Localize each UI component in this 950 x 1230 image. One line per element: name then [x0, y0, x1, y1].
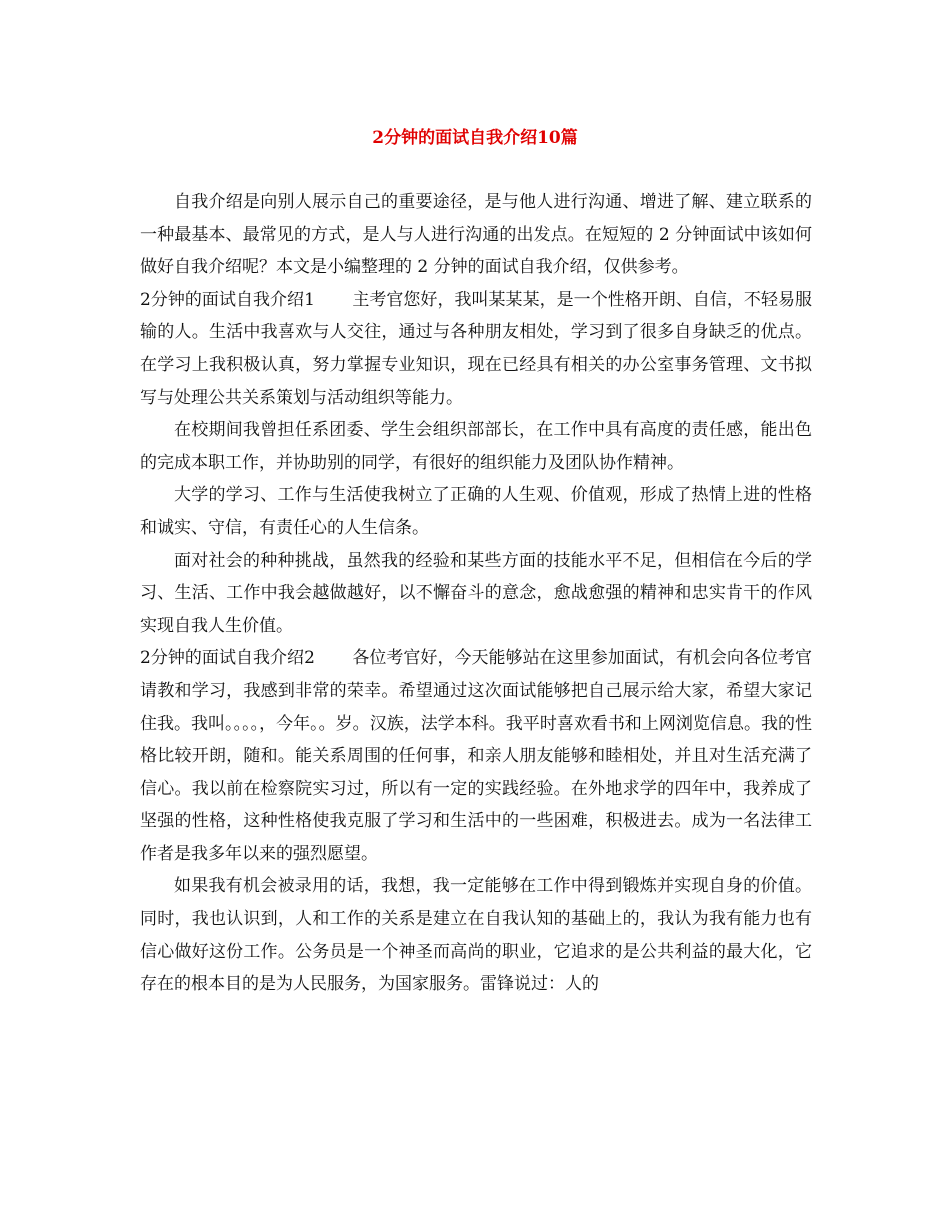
section-1-first-paragraph	[140, 284, 812, 414]
section-1-paragraph: 面对社会的种种挑战，虽然我的经验和某些方面的技能水平不足，但相信在今后的学习、生活、工作中我会越做越好，以不懈奋斗的意念，愈战愈强的精神和忠实肯干的作风实现自我人生价值。	[140, 550, 812, 636]
intro-paragraph: 自我介绍是向别人展示自己的重要途径，是与他人进行沟通、增进了解、建立联系的一种最基本、最常见的方式，是人与人进行沟通的出发点。在短短的 2 分钟面试中该如何做好自我介绍呢？本文是小编整理的 2 分钟的面试自我介绍，仅供参考。	[140, 192, 812, 278]
document-body	[140, 186, 812, 1001]
section-1-paragraph: 在校期间我曾担任系团委、学生会组织部部长，在工作中具有高度的责任感，能出色的完成本职工作，并协助别的同学，有很好的组织能力及团队协作精神。	[140, 420, 812, 473]
section-2-first-paragraph	[140, 642, 812, 870]
section-1-first-text: 主考官您好，我叫某某某，是一个性格开朗、自信，不轻易服输的人。生活中我喜欢与人交往，通过与各种朋友相处，学习到了很多自身缺乏的优点。在学习上我积极认真，努力掌握专业知识，现在已经具有相关的办公室事务管理、文书拟写与处理公共关系策划与活动组织等能力。	[140, 289, 813, 408]
section-1-paragraph: 大学的学习、工作与生活使我树立了正确的人生观、价值观，形成了热情上进的性格和诚实、守信，有责任心的人生信条。	[140, 485, 812, 538]
section-2-first-text: 各位考官好，今天能够站在这里参加面试，有机会向各位考官请教和学习，我感到非常的荣幸。希望通过这次面试能够把自己展示给大家，希望大家记住我。我叫。。。。，今年。。岁。汉族，法学本科。我平时喜欢看书和上网浏览信息。我的性格比较开朗，随和。能关系周围的任何事，和亲人朋友能够和睦相处，并且对生活充满了信心。我以前在检察院实习过，所以有一定的实践经验。在外地求学的四年中，我养成了坚强的性格，这种性格使我克服了学习和生活中的一些困难，积极进去。成为一名法律工作者是我多年以来的强烈愿望。	[140, 648, 813, 864]
section-2-paragraph: 如果我有机会被录用的话，我想，我一定能够在工作中得到锻炼并实现自身的价值。同时，我也认识到，人和工作的关系是建立在自我认知的基础上的，我认为我有能力也有信心做好这份工作。公务员是一个神圣而高尚的职业，它追求的是公共利益的最大化，它存在的根本目的是为人民服务，为国家服务。雷锋说过：人的	[140, 876, 812, 995]
document-title: 2分钟的面试自我介绍10篇	[372, 128, 578, 148]
section-1-heading: 2分钟的面试自我介绍1	[140, 289, 315, 310]
section-2-heading: 2分钟的面试自我介绍2	[140, 648, 315, 669]
